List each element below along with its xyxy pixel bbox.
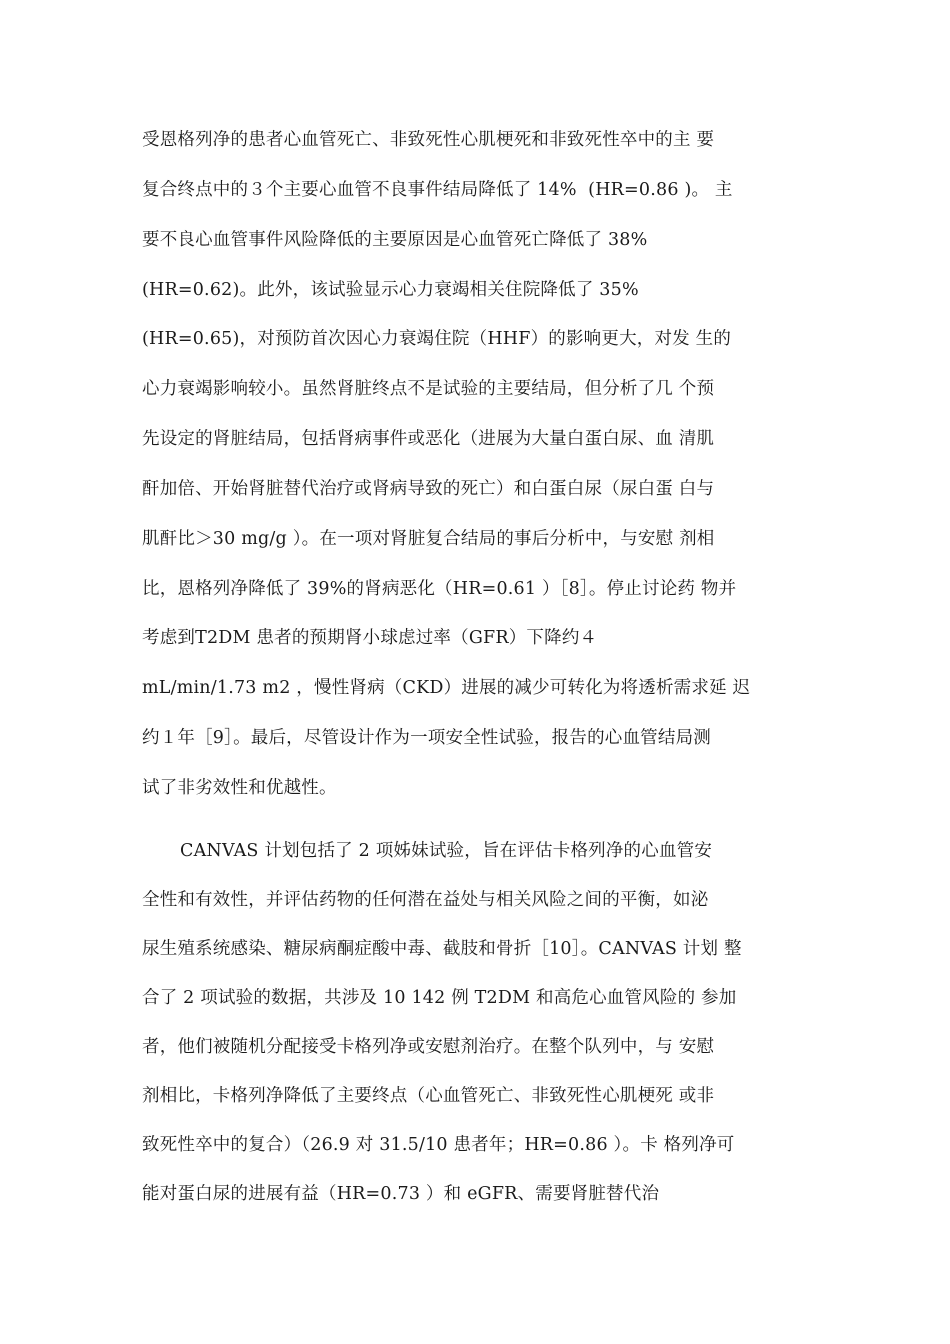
text-line: 考虑到T2DM 患者的预期肾小球虑过率（GFR）下降约４ [142, 628, 598, 648]
text-line: 剂相比，卡格列净降低了主要终点（心血管死亡、非致死性心肌梗死 或非 [142, 1086, 715, 1106]
text-line: (HR=0.62)。此外，该试验显示心力衰竭相关住院降低了 35% [142, 280, 639, 300]
text-line: 先设定的肾脏结局，包括肾病事件或恶化（进展为大量白蛋白尿、血 清肌 [142, 429, 715, 449]
text-line: 致死性卒中的复合）（26.9 对 31.5/10 患者年；HR=0.86 ）。卡 格列净可 [142, 1135, 735, 1155]
text-line: 尿生殖系统感染、糖尿病酮症酸中毒、截肢和骨折［10］。CANVAS 计划 整 [142, 939, 742, 959]
text-line: 心力衰竭影响较小。虽然肾脏终点不是试验的主要结局，但分析了几 个预 [142, 379, 715, 399]
text-line: 约１年［9］。最后，尽管设计作为一项安全性试验，报告的心血管结局测 [142, 728, 711, 748]
text-line: 要不良心血管事件风险降低的主要原因是心血管死亡降低了 38% [142, 230, 648, 250]
text-line: CANVAS 计划包括了 2 项姊妹试验，旨在评估卡格列净的心血管安 [180, 841, 713, 861]
text-line: 试了非劣效性和优越性。 [142, 778, 337, 798]
text-line: (HR=0.65)，对预防首次因心力衰竭住院（HHF）的影响更大，对发 生的 [142, 329, 732, 349]
text-line: mL/min/1.73 m2 ，慢性肾病（CKD）进展的减少可转化为将透析需求延 迟 [142, 678, 751, 698]
text-line: 全性和有效性，并评估药物的任何潜在益处与相关风险之间的平衡，如泌 [142, 890, 709, 910]
text-line: 能对蛋白尿的进展有益（HR=0.73 ）和 eGFR、需要肾脏替代治 [142, 1184, 660, 1204]
text-line: 复合终点中的３个主要心血管不良事件结局降低了 14% (HR=0.86 )。 主 [142, 180, 733, 200]
text-line: 肌酐比＞30 mg/g ）。在一项对肾脏复合结局的事后分析中，与安慰 剂相 [142, 529, 715, 549]
text-line: 受恩格列净的患者心血管死亡、非致死性心肌梗死和非致死性卒中的主 要 [142, 130, 715, 150]
text-line: 酐加倍、开始肾脏替代治疗或肾病导致的死亡）和白蛋白尿（尿白蛋 白与 [142, 479, 715, 499]
text-line: 比，恩格列净降低了 39%的肾病恶化（HR=0.61 ）［8］。停止讨论药 物并 [142, 579, 737, 599]
text-line: 合了 2 项试验的数据，共涉及 10 142 例 T2DM 和高危心血管风险的 参加 [142, 988, 737, 1008]
text-line: 者，他们被随机分配接受卡格列净或安慰剂治疗。在整个队列中，与 安慰 [142, 1037, 715, 1057]
